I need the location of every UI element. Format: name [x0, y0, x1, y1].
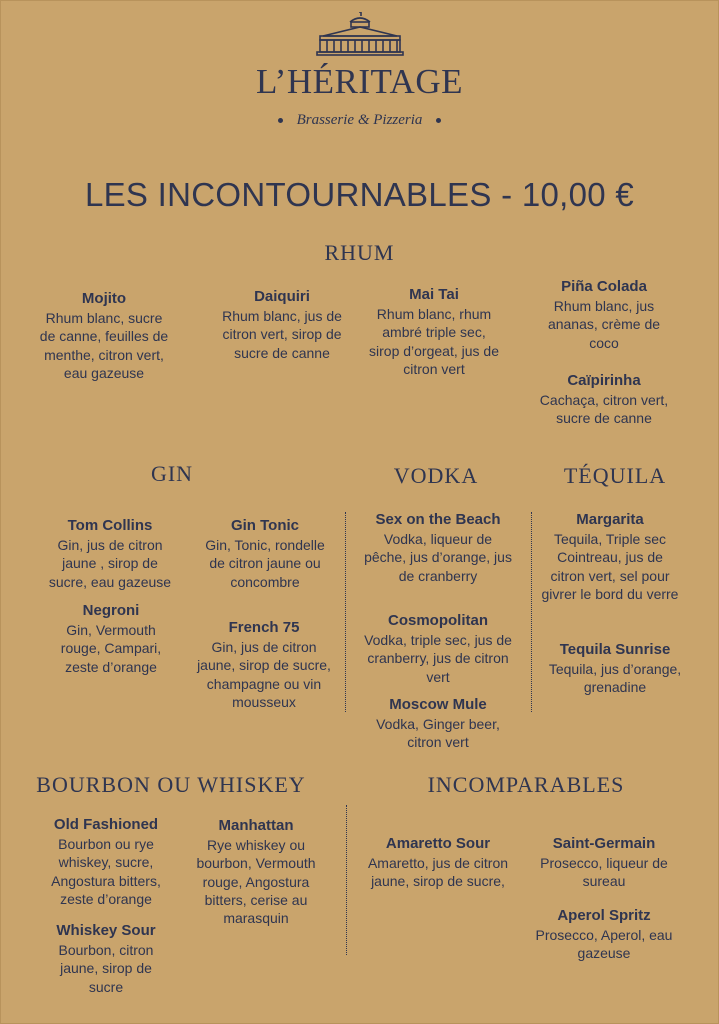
- drink-daiquiri: [212, 287, 352, 362]
- section-title-rhum: RHUM: [324, 240, 395, 265]
- drink-tequila-sunrise: [540, 640, 690, 697]
- drink-mojito: [38, 289, 170, 382]
- building-icon: [315, 12, 405, 58]
- drink-name: Cosmopolitan: [388, 612, 488, 629]
- drink-name: Amaretto Sour: [385, 835, 491, 852]
- drink-name: Tequila Sunrise: [559, 641, 671, 658]
- page-title: LES INCONTOURNABLES - 10,00 €: [84, 176, 635, 213]
- section-title-bourbon: BOURBON OU WHISKEY: [36, 772, 306, 797]
- drink-desc: Tequila, Triple sec Cointreau, jus de citron vert, sel pour givrer le bord du verre: [541, 531, 679, 602]
- drink-desc: Vodka, Ginger beer, citron vert: [376, 716, 500, 751]
- section-title-gin: GIN: [150, 461, 194, 486]
- drink-desc: Gin, jus de citron jaune , sirop de sucre, eau gazeuse: [48, 537, 172, 590]
- drink-desc: Gin, Tonic, rondelle de citron jaune ou concombre: [205, 537, 325, 590]
- drink-margarita: [540, 510, 680, 603]
- section-title-incomparables: INCOMPARABLES: [427, 772, 625, 797]
- dot-icon: [436, 118, 441, 123]
- drink-name: Margarita: [576, 511, 644, 528]
- drink-sex-on-the-beach: [362, 510, 514, 585]
- section-title-tequila: TÉQUILA: [563, 463, 667, 488]
- drink-desc: Prosecco, Aperol, eau gazeuse: [535, 927, 673, 962]
- drink-cosmopolitan: [354, 611, 522, 686]
- drink-manhattan: [190, 816, 322, 927]
- drink-name: French 75: [228, 619, 300, 636]
- drink-amaretto-sour: [362, 834, 514, 891]
- drink-desc: Rhum blanc, sucre de canne, feuilles de menthe, citron vert, eau gazeuse: [39, 310, 169, 381]
- divider: [346, 805, 347, 955]
- drink-name: Negroni: [82, 602, 140, 619]
- drink-desc: Rhum blanc, jus de citron vert, sirop de sucre de canne: [222, 308, 342, 361]
- drink-desc: Gin, jus de citron jaune, sirop de sucre, champagne ou vin mousseux: [197, 639, 331, 710]
- drink-desc: Prosecco, liqueur de sureau: [540, 855, 668, 890]
- drink-tom-collins: [42, 516, 178, 591]
- dot-icon: [278, 118, 283, 123]
- drink-desc: Rye whiskey ou bourbon, Vermouth rouge, Angostura bitters, cerise au marasquin: [196, 837, 316, 927]
- drink-name: Mai Tai: [409, 286, 459, 303]
- drink-name: Mojito: [81, 290, 127, 307]
- drink-desc: Rhum blanc, jus ananas, crème de coco: [547, 298, 661, 351]
- drink-desc: Vodka, triple sec, jus de cranberry, jus de citron vert: [364, 632, 512, 685]
- drink-name: Saint-Germain: [552, 835, 656, 852]
- drink-caipirinha: [530, 371, 678, 428]
- drink-name: Old Fashioned: [53, 816, 159, 833]
- drink-pina-colada: [540, 277, 668, 352]
- drink-saint-germain: [530, 834, 678, 891]
- drink-desc: Bourbon ou rye whiskey, sucre, Angostura bitters, zeste d’orange: [51, 836, 161, 907]
- drink-whiskey-sour: [46, 921, 166, 996]
- drink-desc: Bourbon, citron jaune, sirop de sucre: [58, 942, 154, 995]
- drink-mai-tai: [367, 285, 501, 378]
- drink-name: Moscow Mule: [389, 696, 487, 713]
- brand-name: L’HÉRITAGE: [256, 62, 463, 101]
- drink-desc: Rhum blanc, rhum ambré triple sec, sirop d’orgeat, jus de citron vert: [369, 306, 499, 377]
- drink-desc: Vodka, liqueur de pêche, jus d’orange, jus de cranberry: [364, 531, 512, 584]
- drink-name: Aperol Spritz: [557, 907, 651, 924]
- drink-desc: Tequila, jus d’orange, grenadine: [548, 661, 682, 696]
- divider: [531, 512, 532, 712]
- drink-french-75: [196, 618, 332, 711]
- drink-desc: Gin, Vermouth rouge, Campari, zeste d’orange: [60, 622, 162, 675]
- tagline-text: Brasserie & Pizzeria: [296, 112, 423, 128]
- drink-name: Sex on the Beach: [375, 511, 501, 528]
- drink-name: Tom Collins: [67, 517, 153, 534]
- divider: [345, 512, 346, 712]
- section-title-vodka: VODKA: [393, 463, 479, 488]
- drink-name: Daiquiri: [254, 288, 310, 305]
- drink-desc: Cachaça, citron vert, sucre de canne: [539, 392, 669, 427]
- drink-name: Whiskey Sour: [56, 922, 156, 939]
- drink-aperol-spritz: [530, 906, 678, 963]
- drink-old-fashioned: [40, 815, 172, 908]
- tagline: [0, 112, 719, 129]
- drink-moscow-mule: [362, 695, 514, 752]
- drink-desc: Amaretto, jus de citron jaune, sirop de sucre,: [367, 855, 509, 890]
- drink-name: Piña Colada: [561, 278, 647, 295]
- drink-gin-tonic: [200, 516, 330, 591]
- drink-name: Caïpirinha: [567, 372, 641, 389]
- drink-negroni: [48, 601, 174, 676]
- drink-name: Manhattan: [218, 817, 294, 834]
- drink-name: Gin Tonic: [230, 517, 300, 534]
